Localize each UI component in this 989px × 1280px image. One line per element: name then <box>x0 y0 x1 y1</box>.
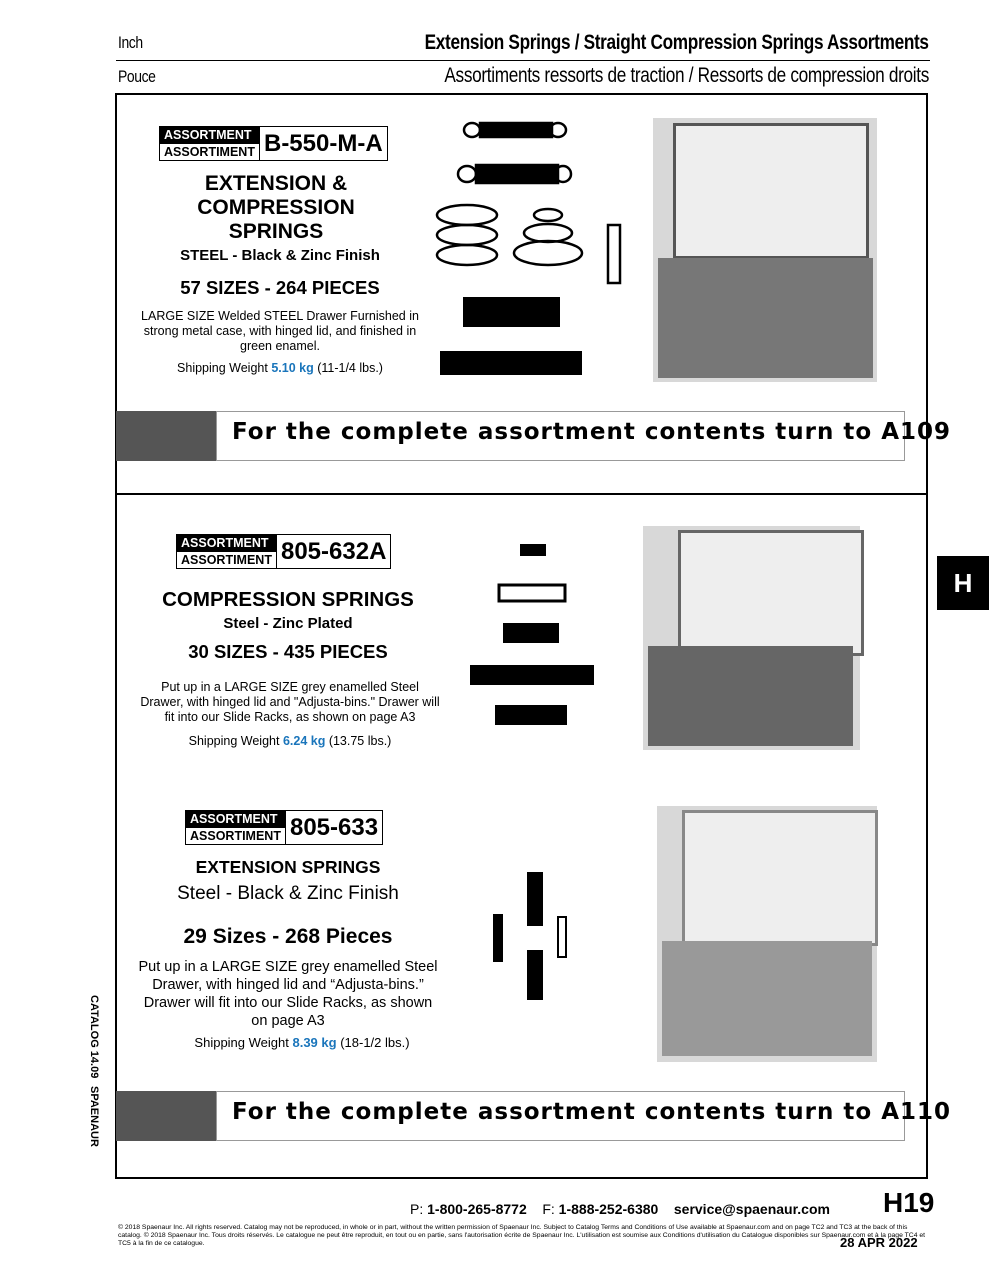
badge-label-fr: ASSORTIMENT <box>160 143 259 160</box>
weight-kg: 8.39 kg <box>292 1035 337 1050</box>
product-finish: STEEL - Black & Zinc Finish <box>180 247 380 264</box>
header-divider <box>116 60 930 61</box>
section-tab: H <box>937 556 989 610</box>
contact-line: P: 1-800-265-8772 F: 1-888-252-6380 service@spaenaur.com <box>410 1201 830 1217</box>
product-finish: Steel - Zinc Plated <box>223 615 353 632</box>
assortment-badge <box>185 810 383 845</box>
product-description: LARGE SIZE Welded STEEL Drawer Furnished in strong metal case, with hinged lid, and finished in green enamel. <box>141 309 419 353</box>
banner-text: For the complete assortment contents turn to A109 <box>232 419 952 445</box>
product-description: Put up in a LARGE SIZE grey enamelled Steel Drawer, with hinged lid and “Adjusta-bins.” Drawer will fit into our Slide Racks, as shown on page A3 <box>138 959 438 1029</box>
badge-label-en: ASSORTMENT <box>160 127 259 143</box>
header-left-en: Inch <box>118 33 143 52</box>
header-title-en: Extension Springs / Straight Compression Springs Assortments <box>424 31 929 54</box>
catalog-version: CATALOG 14.09 <box>88 995 100 1079</box>
header-left-fr: Pouce <box>118 67 156 86</box>
shipping-weight: Shipping Weight 5.10 kg (11-1/4 lbs.) <box>177 361 383 375</box>
shipping-weight: Shipping Weight 8.39 kg (18-1/2 lbs.) <box>194 1035 410 1050</box>
brand-name: SPAENAUR <box>88 1086 100 1147</box>
fax-number: 1-888-252-6380 <box>558 1201 659 1217</box>
assortment-badge <box>176 534 391 569</box>
springs-illustration-1 <box>430 115 630 385</box>
revision-date: 28 APR 2022 <box>840 1235 918 1250</box>
product-title: COMPRESSION SPRINGS <box>162 588 414 611</box>
drawer-photo-3 <box>657 806 877 1062</box>
product-code: 805-632A <box>276 535 390 568</box>
badge-label-fr: ASSORTIMENT <box>177 551 276 568</box>
page-number: H19 <box>883 1187 935 1218</box>
contents-banner-1 <box>130 409 952 465</box>
product-code: B-550-M-A <box>259 127 387 160</box>
drawer-photo-2 <box>643 526 860 750</box>
product-sizes: 57 SIZES - 264 PIECES <box>180 277 380 298</box>
product-description: Put up in a LARGE SIZE grey enamelled Steel Drawer, with hinged lid and "Adjusta-bins." Drawer will fit into our Slide Racks, as shown on page A3 <box>140 680 440 724</box>
badge-label-en: ASSORTMENT <box>177 535 276 551</box>
badge-label-en: ASSORTMENT <box>186 811 285 827</box>
legal-notice: © 2018 Spaenaur Inc. All rights reserved. Catalog may not be reproduced, in whole or in part, without the written permission of Spaenaur Inc. Subject to Catalog Terms and Conditions of Use available at Spaenaur.com and on page TC2 and TC3 at the back of this catalog. © 2018 Spaenaur Inc. Tous droits réservés. Le catalogue ne peut être reproduit, en tout ou en partie, sans l'autorisation écrite de Spaenaur Inc. L'utilisation est soumise aux Conditions d'utilisation du Catalogue disponibles sur Spaenaur.com et à la page TC4 et TC5 à la fin de ce catalogue. <box>118 1224 926 1247</box>
drawer-photo-1 <box>653 118 877 382</box>
weight-kg: 6.24 kg <box>282 734 326 748</box>
banner-text: For the complete assortment contents turn to A110 <box>232 1099 952 1125</box>
email-address: service@spaenaur.com <box>673 1201 830 1217</box>
badge-label-fr: ASSORTIMENT <box>186 827 285 844</box>
shipping-weight: Shipping Weight 6.24 kg (13.75 lbs.) <box>188 734 392 748</box>
product-title: EXTENSION SPRINGS <box>195 857 381 877</box>
header-title-fr: Assortiments ressorts de traction / Ressorts de compression droits <box>444 64 929 87</box>
product-code: 805-633 <box>285 811 382 844</box>
phone-number: 1-800-265-8772 <box>427 1201 527 1217</box>
weight-kg: 5.10 kg <box>271 361 314 375</box>
springs-illustration-3 <box>490 865 580 1005</box>
contents-banner-2 <box>130 1089 952 1145</box>
springs-illustration-2 <box>465 540 600 730</box>
product-title: EXTENSION & COMPRESSION SPRINGS <box>197 172 355 243</box>
assortment-badge <box>159 126 388 161</box>
product-finish: Steel - Black & Zinc Finish <box>177 883 399 904</box>
product-sizes: 30 SIZES - 435 PIECES <box>188 641 388 662</box>
product-sizes: 29 Sizes - 268 Pieces <box>183 925 393 948</box>
